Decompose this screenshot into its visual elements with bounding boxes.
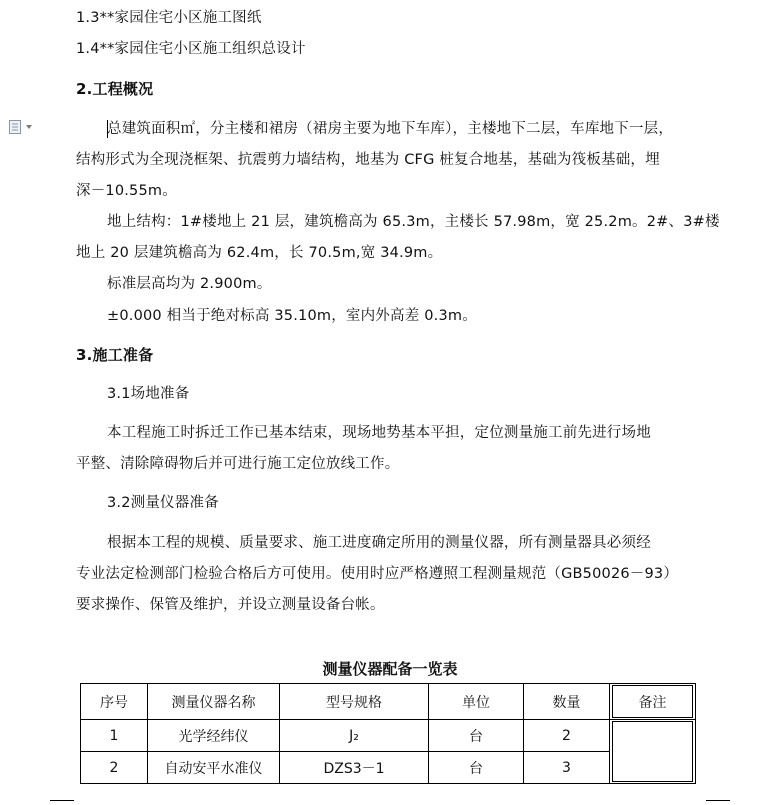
page-corner-mark bbox=[50, 800, 74, 801]
paragraph-line: 标准层高均为 2.900m。 bbox=[107, 276, 272, 292]
table-cell: 3 bbox=[524, 752, 610, 784]
reference-item: 1.3**家园住宅小区施工图纸 bbox=[76, 10, 262, 26]
table-caption: 测量仪器配备一览表 bbox=[322, 660, 458, 678]
paragraph-line: ±0.000 相当于绝对标高 35.10m，室内外高差 0.3m。 bbox=[107, 308, 477, 324]
table-row bbox=[81, 752, 696, 784]
header-cell: 序号 bbox=[81, 684, 148, 720]
remark-label: 备注 bbox=[612, 685, 693, 718]
table-cell: 2 bbox=[81, 752, 148, 784]
document-paste-icon[interactable] bbox=[8, 119, 36, 135]
table-header-row bbox=[81, 684, 696, 720]
section-heading: 2.工程概况 bbox=[76, 80, 154, 98]
paragraph-line: 深－10.55m。 bbox=[76, 183, 177, 199]
header-cell: 数量 bbox=[524, 684, 610, 720]
paragraph-line: 要求操作、保管及维护，并设立测量设备台帐。 bbox=[76, 597, 385, 613]
header-cell: 单位 bbox=[429, 684, 524, 720]
paragraph-line: 地上结构：1#楼地上 21 层，建筑檐高为 65.3m，主楼长 57.98m，宽 25.2m。2#、3#楼 bbox=[107, 214, 720, 230]
page-corner-mark bbox=[706, 800, 730, 801]
paragraph-line: 总建筑面积㎡，分主楼和裙房（裙房主要为地下车库），主楼地下二层，车库地下一层， bbox=[107, 121, 674, 137]
table-cell: 台 bbox=[429, 752, 524, 784]
subsection-heading: 3.1场地准备 bbox=[107, 386, 190, 402]
table-cell: J₂ bbox=[280, 720, 429, 752]
remark-cell bbox=[610, 720, 696, 784]
subsection-heading: 3.2测量仪器准备 bbox=[107, 495, 219, 511]
table-cell: 1 bbox=[81, 720, 148, 752]
paragraph-line: 地上 20 层建筑檐高为 62.4m，长 70.5m,宽 34.9m。 bbox=[76, 245, 443, 261]
header-cell: 型号规格 bbox=[280, 684, 429, 720]
paragraph-line: 结构形式为全现浇框架、抗震剪力墙结构，地基为 CFG 桩复合地基，基础为筏板基础，埋 bbox=[76, 152, 660, 168]
table-cell: DZS3－1 bbox=[280, 752, 429, 784]
instrument-table bbox=[80, 683, 696, 784]
section-heading: 3.施工准备 bbox=[76, 346, 154, 364]
table-cell: 台 bbox=[429, 720, 524, 752]
header-cell-remark bbox=[610, 684, 696, 720]
reference-item: 1.4**家园住宅小区施工组织总设计 bbox=[76, 41, 306, 57]
paragraph-line: 本工程施工时拆迁工作已基本结束，现场地势基本平担，定位测量施工前先进行场地 bbox=[107, 425, 651, 441]
paragraph-line: 平整、清除障碍物后并可进行施工定位放线工作。 bbox=[76, 456, 400, 472]
header-cell: 测量仪器名称 bbox=[148, 684, 280, 720]
remark-box bbox=[612, 721, 693, 782]
paragraph-line: 专业法定检测部门检验合格后方可使用。使用时应严格遵照工程测量规范（GB50026－93） bbox=[76, 566, 679, 582]
table-row bbox=[81, 720, 696, 752]
table-cell: 光学经纬仪 bbox=[148, 720, 280, 752]
paragraph-line: 根据本工程的规模、质量要求、施工进度确定所用的测量仪器，所有测量器具必须经 bbox=[107, 535, 651, 551]
table-cell: 2 bbox=[524, 720, 610, 752]
table-cell: 自动安平水准仪 bbox=[148, 752, 280, 784]
